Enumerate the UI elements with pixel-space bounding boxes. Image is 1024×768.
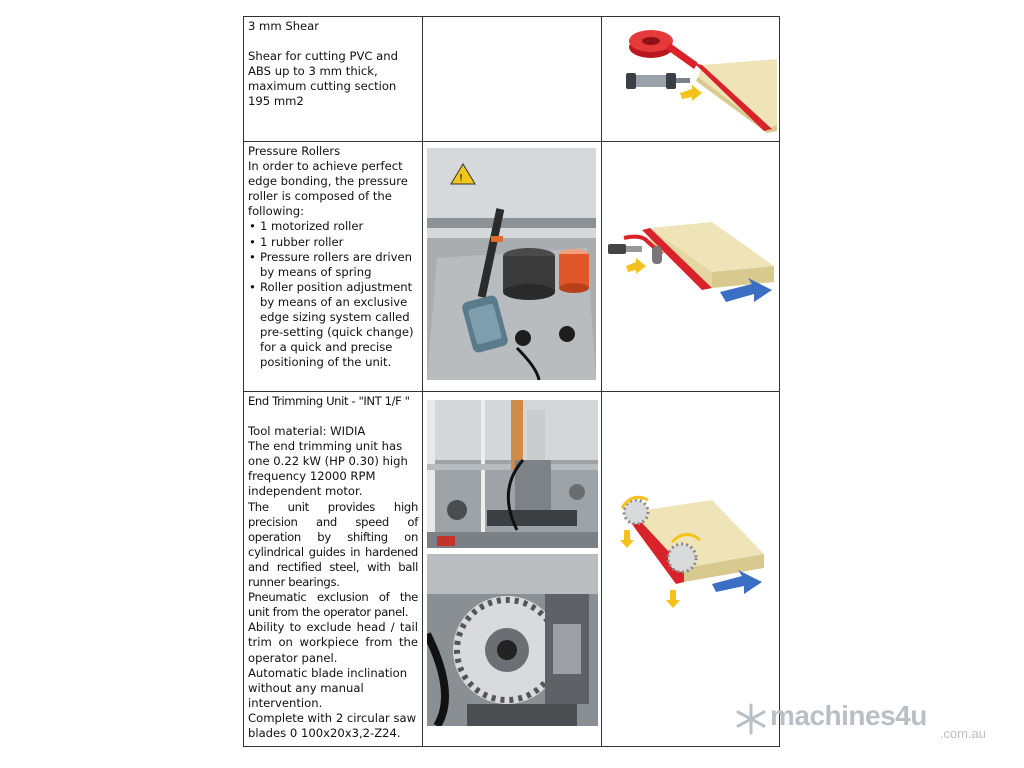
svg-text:!: ! — [459, 173, 464, 184]
trimming-diagram-cell — [602, 392, 780, 747]
trimming-title: End Trimming Unit - "INT 1/F " — [248, 394, 410, 408]
table-row-end-trimming — [244, 392, 780, 747]
watermark-brand: machines4u — [770, 700, 927, 731]
trimming-blades: Complete with 2 circular saw blades 0 100x20x3,2-Z24. — [248, 710, 417, 740]
spec-table — [243, 16, 780, 747]
trimming-motor: The end trimming unit has one 0.22 kW (HP 0.30) high frequency 12000 RPM independent motor. — [248, 439, 408, 499]
watermark — [734, 700, 986, 742]
trimming-photo-cell — [423, 392, 602, 747]
trimming-saw-photo — [427, 554, 598, 726]
shear-description: Shear for cutting PVC and ABS up to 3 mm thick, maximum cutting section 195 mm2 — [248, 49, 398, 109]
pressure-title: Pressure Rollers — [248, 144, 341, 158]
trimming-head-tail: Ability to exclude head / tail trim on workpiece from the operator panel. — [248, 620, 418, 665]
trimming-tool-material: Tool material: WIDIA — [248, 424, 366, 439]
list-item: • 1 rubber roller — [248, 235, 418, 250]
snowflake-logo-icon — [734, 702, 768, 736]
trimming-precision: The unit provides high precision and speed of operation by shifting on cylindrical guides in hardened and rectified steel, with ball runner bearings. — [248, 499, 418, 590]
trimming-unit-photo-top — [427, 400, 598, 548]
shear-diagram — [602, 17, 780, 137]
shear-diagram-cell — [602, 17, 780, 142]
table-row-shear — [244, 17, 780, 142]
list-item: • 1 motorized roller — [248, 219, 418, 234]
trimming-inclination: Automatic blade inclination without any manual intervention. — [248, 665, 408, 710]
pressure-diagram-cell — [602, 142, 780, 392]
pressure-text-cell — [244, 142, 423, 392]
pressure-photo-cell — [423, 142, 602, 392]
shear-photo-cell — [423, 17, 602, 142]
shear-text-cell — [244, 17, 423, 142]
pressure-intro: In order to achieve perfect edge bonding, the pressure roller is composed of the following: — [248, 159, 408, 219]
shear-title: 3 mm Shear — [248, 19, 320, 33]
trimming-text-cell — [244, 392, 423, 747]
pressure-roller-photo — [427, 148, 596, 380]
watermark-domain: .com.au — [939, 726, 986, 741]
table-row-pressure-rollers — [244, 142, 780, 392]
trimming-exclusion: Pneumatic exclusion of the unit from the operator panel. — [248, 590, 418, 620]
pressure-roller-diagram — [602, 142, 780, 387]
list-item: • Roller position adjustment by means of an exclusive edge sizing system called pre-setting (quick change) for a quick and precise positioning of the unit. — [248, 280, 418, 371]
list-item: • Pressure rollers are driven by means of spring — [248, 250, 418, 280]
trimming-diagram — [602, 392, 780, 742]
pressure-bullet-list — [248, 219, 418, 370]
